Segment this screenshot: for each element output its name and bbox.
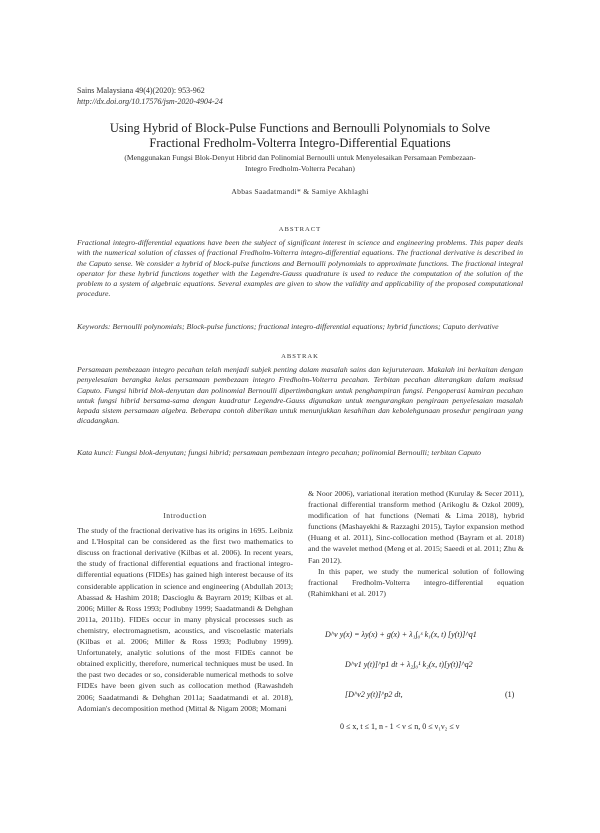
abstract-keywords: Keywords: Bernoulli polynomials; Block-pulse functions; fractional integro-differential equations; hybrid functions; Caputo derivative xyxy=(77,322,499,331)
intro-paragraph-1: The study of the fractional derivative has its origins in 1695. Leibniz and L'Hospital can be considered as the first two mathematics to discuss on fractional derivative (Kilbas et al. 2006). In recent years, the study of fractional differential equations and fractional integro-differential equations (FIDEs) has gained high interest because of its considerable application in science and engineering (Abdullah 2013; Abassad & Hashim 2018; Dascioglu & Bayrarn 2019; Kilbas et al. 2006; Miller & Ross 1993; Podlubny 1999; Saadatmandi & Dehghan 2011a, 2011b). FIDEs occur in many physical processes such as chemistry, electromagnetism, acoustics, and viscoelastic materials (Kilbas et al. 2006; Miller & Ross 1993; Podlubny 1999). Unfortunately, analytic solutions of the most FIDEs cannot be obtained explicitly, therefore, numerical techniques must be used. In the past two decades or so, considerable numerical methods to solve FIDEs have been given such as collocation method (Rawashdeh 2006; Saadatmandi & Dehghan 2011a; Saadatmandi et al. 2018), Adomian's decomposition method (Mittal & Nigam 2008; Momani xyxy=(77,526,293,713)
abstrak-text: Persamaan pembezaan integro pecahan telah menjadi subjek penting dalam masalah sains dan kejuruteraan. Makalah ini berkaitan dengan penyelesaian berangka kelas persamaan pembezaan integro Fredholm-Volterra pecahan. Terbitan pecahan diterangkan dalam maksud Caputo. Fungsi hibrid blok-denyutan dan polinomial Bernoulli dipertimbangkan untuk penghampiran fungsi. Pengoperasi kamiran pecahan untuk fungsi hibrid bersama-sama dengan kuadratur Legendre-Gauss digunakan untuk mengurangkan pengiraan penyelesaian masalah kepada sistem persamaan algebra. Beberapa contoh diberikan untuk menunjukkan kesahihan dan kebolehgunaan prosedur pengiraan yang dicadangkan. xyxy=(77,365,523,426)
intro-paragraph-2: In this paper, we study the numerical solution of following fractional Fredholm-Volterra integro-differential equation (Rahimkhani et al. 2017) xyxy=(308,566,524,598)
abstrak-heading: ABSTRAK xyxy=(281,353,319,360)
intro-paragraph-1-cont: & Noor 2006), variational iteration method (Kurulay & Secer 2011), fractional differential transform method (Arikoglu & Ozkol 2009), modification of hat functions (Nemati & Lima 2018), hybrid functions (Mashayekhi & Razzaghi 2015), Taylor expansion method (Huang et al. 2011), Sinc-collocation method (Bayram et al. 2018) and the wavelet method (Meng et al. 2015; Saeedi et al. 2011; Zhu & Fan 2012). xyxy=(308,489,524,565)
equation-line-1: D^ν y(x) = λy(x) + g(x) + λ₁∫₀ˣ k₁(x, t) [y(t)]^q1 xyxy=(325,630,477,639)
equation-condition: 0 ≤ x, t ≤ 1, n - 1 < ν ≤ n, 0 ≤ ν₁ν₂ ≤ ν xyxy=(340,722,460,731)
introduction-heading: Introduction xyxy=(163,511,207,520)
equation-number: (1) xyxy=(505,690,515,699)
abstrak-keywords: Kata kunci: Fungsi blok-denyutan; fungsi hibrid; persamaan pembezaan integro pecahan; polinomial Bernoulli; terbitan Caputo xyxy=(77,448,482,457)
malay-title-line-1: (Menggunakan Fungsi Blok-Denyut Hibrid dan Polinomial Bernoulli untuk Menyelesaikan Persamaan Pembezaan- xyxy=(124,153,476,162)
equation-line-2: D^ν1 y(t)]^p1 dt + λ₂∫₀¹ k₂(x, t)[y(t)]^q2 xyxy=(345,660,473,669)
authors: Abbas Saadatmandi* & Samiye Akhlaghi xyxy=(231,187,369,196)
abstract-heading: ABSTRACT xyxy=(278,226,322,233)
left-column xyxy=(77,510,293,714)
journal-header xyxy=(77,85,223,107)
journal-citation: Sains Malaysiana 49(4)(2020): 953-962 xyxy=(77,86,205,95)
right-column xyxy=(308,488,524,599)
doi-link[interactable]: http://dx.doi.org/10.17576/jsm-2020-4904-24 xyxy=(77,97,223,106)
title-line-1: Using Hybrid of Block-Pulse Functions and Bernoulli Polynomials to Solve xyxy=(109,121,491,135)
abstract-text: Fractional integro-differential equations have been the subject of significant interest in science and engineering problems. This paper deals with the numerical solution of classes of fractional Fredholm-Volterra integro-differential equations. The fractional derivative is described in the Caputo sense. We consider a hybrid of block-pulse functions and Bernoulli polynomials to approximate functions. The fractional integral operator for these hybrid functions together with the Legendre-Gauss quadrature is used to reduce the computation of the solution of the problem to a system of algebraic equations. Several examples are given to show the validity and applicability of the proposed computational procedure. xyxy=(77,238,523,299)
title-line-2: Fractional Fredholm-Volterra Integro-Differential Equations xyxy=(149,136,451,150)
paper-title xyxy=(60,121,540,151)
malay-title xyxy=(70,152,530,174)
equation-line-3: [D^ν2 y(t)]^p2 dt, xyxy=(345,690,403,699)
malay-title-line-2: Integro Fredholm-Volterra Pecahan) xyxy=(245,164,355,173)
